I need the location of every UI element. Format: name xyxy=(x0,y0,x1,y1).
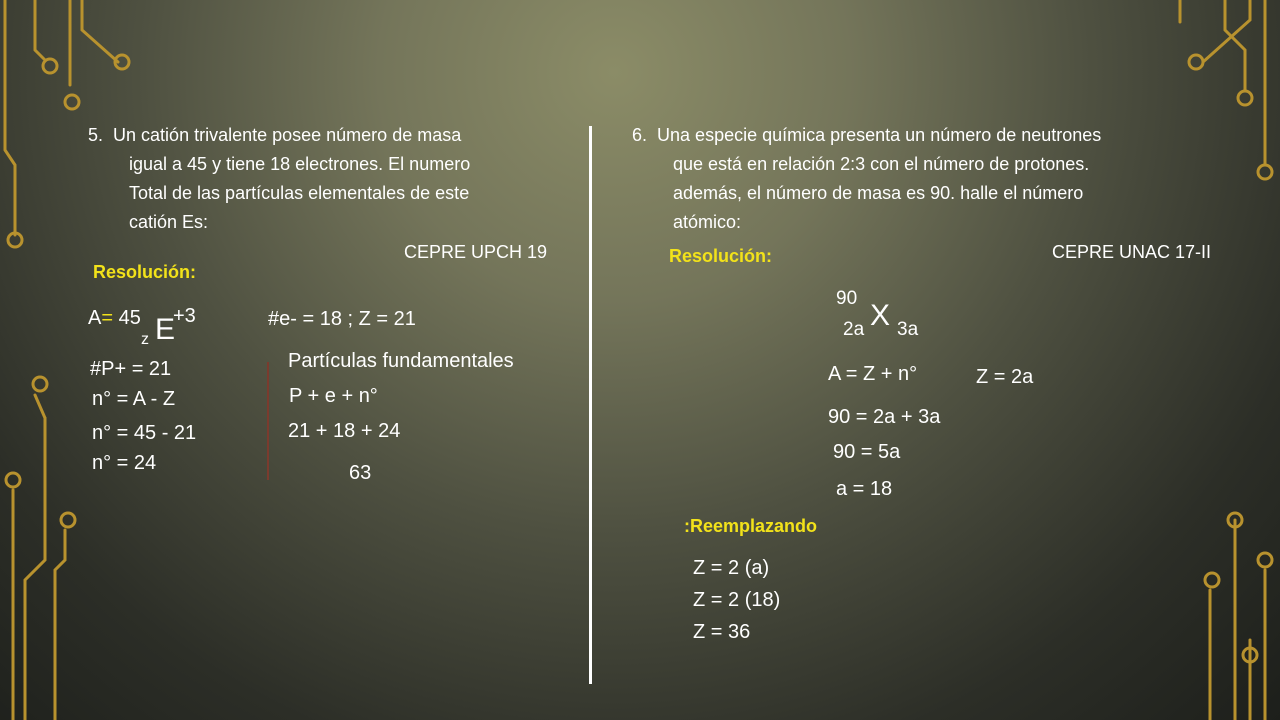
problem-6-statement xyxy=(632,121,1232,237)
circuit-node xyxy=(1205,573,1219,587)
neutron-step: n° = 45 - 21 xyxy=(92,422,197,444)
particles-result: 63 xyxy=(349,462,372,484)
element-symbol: X xyxy=(870,299,891,332)
problem-number: 6. xyxy=(632,125,648,145)
mass-label: A xyxy=(88,307,102,329)
circuit-trace xyxy=(5,0,15,235)
circuit-trace xyxy=(1225,0,1245,90)
source-label: CEPRE UNAC 17-II xyxy=(1052,242,1212,262)
resolution-label: Resolución: xyxy=(669,246,773,266)
circuit-node xyxy=(1189,55,1203,69)
mass-number: 90 xyxy=(836,288,858,309)
statement-line: Un catión trivalente posee número de masa xyxy=(113,125,462,145)
source-label: CEPRE UPCH 19 xyxy=(404,242,548,262)
neutron-step: n° = A - Z xyxy=(92,388,176,410)
problem-number: 5. xyxy=(88,125,104,145)
z-equation: Z = 2a xyxy=(976,366,1034,388)
neutron-number: 3a xyxy=(897,319,919,340)
nuclide-notation xyxy=(88,306,141,330)
resolution-label: Resolución: xyxy=(93,262,197,282)
solve-step: a = 18 xyxy=(836,478,893,500)
mass-equation: A = Z + n° xyxy=(828,363,918,385)
particles-step: P + e + n° xyxy=(289,385,378,407)
replace-step: Z = 36 xyxy=(693,621,751,643)
neutron-step: n° = 24 xyxy=(92,452,157,474)
replace-step: Z = 2 (18) xyxy=(693,589,781,611)
charge-superscript: +3 xyxy=(173,305,196,327)
replace-step: Z = 2 (a) xyxy=(693,557,770,579)
element-symbol: E xyxy=(155,313,176,346)
particles-title: Partículas fundamentales xyxy=(288,350,514,372)
circuit-trace xyxy=(55,530,65,720)
protons-equation: #P+ = 21 xyxy=(90,358,172,380)
particles-step: 21 + 18 + 24 xyxy=(288,420,401,442)
solve-step: 90 = 5a xyxy=(833,441,901,463)
circuit-trace xyxy=(35,0,45,60)
atomic-number: 2a xyxy=(843,319,865,340)
statement-line: igual a 45 y tiene 18 electrones. El numero xyxy=(129,154,471,174)
mass-number: 45 xyxy=(118,307,141,329)
circuit-trace xyxy=(35,395,45,418)
problem-5-statement xyxy=(88,121,558,237)
replace-label: :Reemplazando xyxy=(684,516,818,536)
solve-step: 90 = 2a + 3a xyxy=(828,406,941,428)
section-separator xyxy=(267,362,269,480)
circuit-node xyxy=(1258,553,1272,567)
circuit-trace xyxy=(25,418,45,720)
circuit-node xyxy=(6,473,20,487)
circuit-node xyxy=(43,59,57,73)
atomic-number-subscript: z xyxy=(141,331,149,348)
circuit-node xyxy=(1258,165,1272,179)
circuit-trace xyxy=(82,0,118,62)
equals-sign: = xyxy=(101,307,114,329)
statement-line: atómico: xyxy=(673,212,742,232)
statement-line: que está en relación 2:3 con el número de protones. xyxy=(673,154,1090,174)
statement-line: además, el número de masa es 90. halle el número xyxy=(673,183,1084,203)
circuit-node xyxy=(61,513,75,527)
statement-line: catión Es: xyxy=(129,212,209,232)
circuit-node xyxy=(65,95,79,109)
statement-line: Una especie química presenta un número de neutrones xyxy=(657,125,1102,145)
statement-line: Total de las partículas elementales de este xyxy=(129,183,470,203)
column-divider xyxy=(589,126,592,684)
electrons-equation: #e- = 18 ; Z = 21 xyxy=(268,308,416,330)
circuit-node xyxy=(1238,91,1252,105)
circuit-node xyxy=(33,377,47,391)
